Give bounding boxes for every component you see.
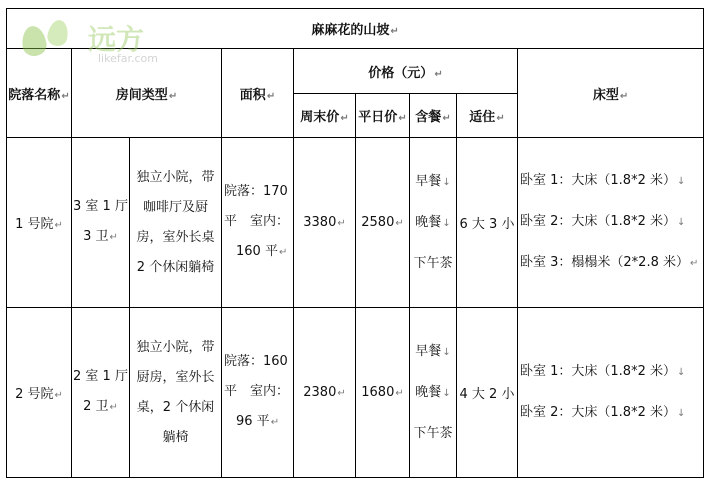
room-count: 3 室 1 厅 3 卫↵ bbox=[72, 138, 130, 308]
room-count: 2 室 1 厅 2 卫↵ bbox=[72, 308, 130, 478]
table-row bbox=[7, 138, 704, 308]
capacity: 6 大 3 小 bbox=[457, 138, 518, 308]
header-bed-type: 床型↵ bbox=[518, 49, 704, 138]
courtyard-price-table bbox=[6, 8, 704, 478]
meals: 早餐↓ 晚餐↓ 下午茶 bbox=[410, 308, 457, 478]
header-capacity: 适住↵ bbox=[457, 94, 518, 138]
area: 院落：170 平 室内： 160 平↵ bbox=[222, 138, 294, 308]
header-room-type: 房间类型↵ bbox=[72, 49, 222, 138]
table-row bbox=[7, 308, 704, 478]
weekday-price: 1680↵ bbox=[356, 308, 410, 478]
table-title: 麻麻花的山坡↵ bbox=[7, 9, 704, 49]
weekend-price: 3380↵ bbox=[294, 138, 356, 308]
capacity: 4 大 2 小 bbox=[457, 308, 518, 478]
weekend-price: 2380↵ bbox=[294, 308, 356, 478]
header-area: 面积↵ bbox=[222, 49, 294, 138]
watermark-url: likefar.com bbox=[98, 52, 158, 65]
header-weekend-price: 周末价↵ bbox=[294, 94, 356, 138]
header-weekday-price: 平日价↵ bbox=[356, 94, 410, 138]
watermark-brand: 远方 bbox=[88, 23, 145, 56]
bed-types: 卧室 1：大床（1.8*2 米）↓ 卧室 2：大床（1.8*2 米）↓ 卧室 3：榻榻米（2*2.8 米）↵ bbox=[518, 138, 704, 308]
courtyard-name: 1 号院↵ bbox=[7, 138, 72, 308]
header-price-group: 价格（元）↵ bbox=[294, 49, 518, 94]
area: 院落：160 平 室内： 96 平↵ bbox=[222, 308, 294, 478]
weekday-price: 2580↵ bbox=[356, 138, 410, 308]
bed-types: 卧室 1：大床（1.8*2 米）↓ 卧室 2：大床（1.8*2 米）↓ bbox=[518, 308, 704, 478]
courtyard-name: 2 号院↵ bbox=[7, 308, 72, 478]
courtyard-features: 独立小院，带 厨房，室外长 桌，2 个休闲 躺椅 bbox=[130, 308, 222, 478]
leaf-logo-icon bbox=[20, 24, 48, 57]
courtyard-features: 独立小院，带 咖啡厅及厨 房，室外长桌 2 个休闲躺椅 bbox=[130, 138, 222, 308]
header-meals: 含餐↵ bbox=[410, 94, 457, 138]
meals: 早餐↓ 晚餐↓ 下午茶 bbox=[410, 138, 457, 308]
header-courtyard-name: 院落名称↵ bbox=[7, 49, 72, 138]
likefar-watermark bbox=[12, 10, 192, 70]
leaf-logo-icon bbox=[46, 18, 70, 47]
